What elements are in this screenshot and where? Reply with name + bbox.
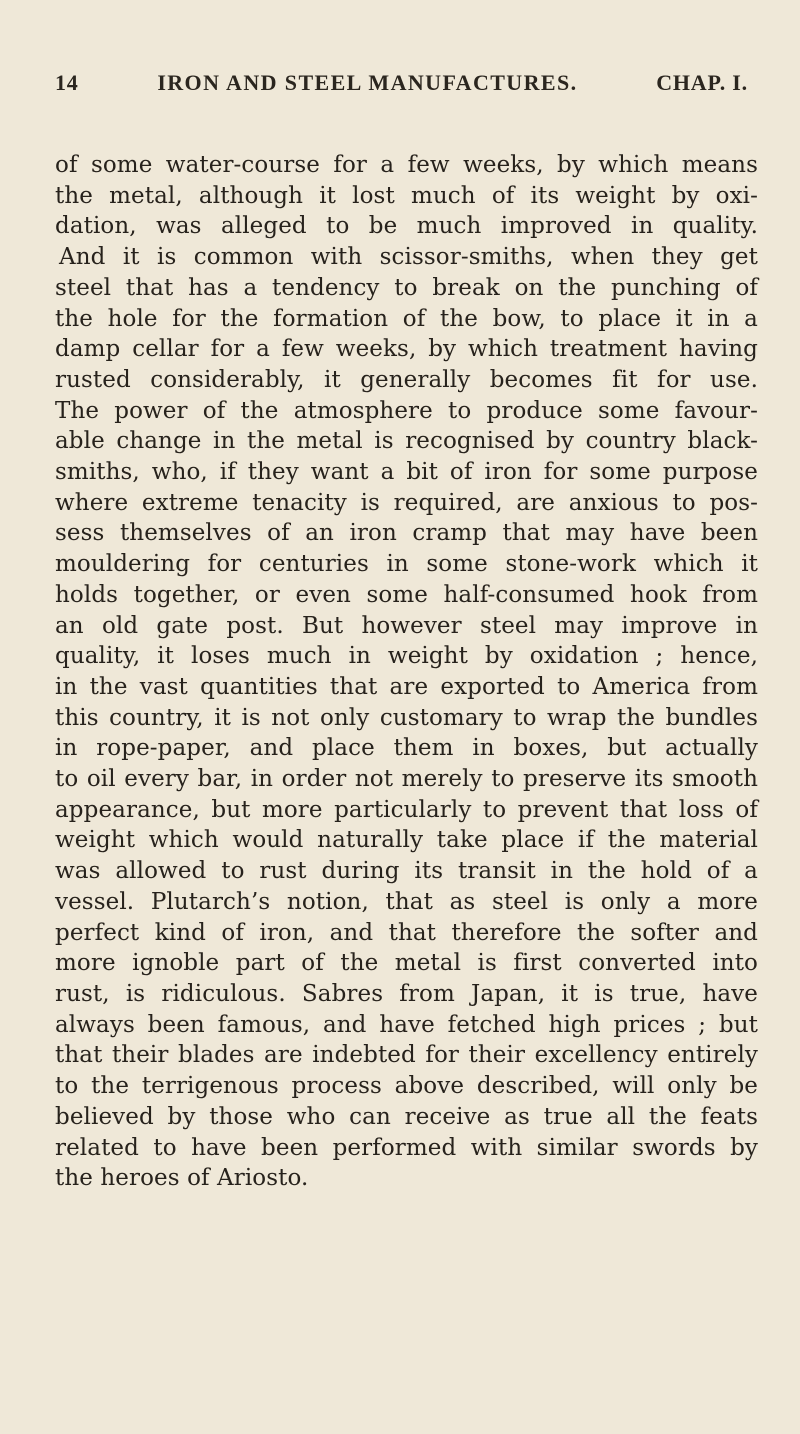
text-line: the hole for the formation of the bow, to place it in a [55,305,758,332]
body-paragraph [55,150,758,1194]
text-line: vessel. Plutarch’s notion, that as steel is only a more [55,888,758,915]
text-line: weight which would naturally take place if the material [55,827,758,854]
text-line: able change in the metal is recognised by country black- [55,428,758,455]
text-line: related to have been performed with similar swords by [55,1134,758,1161]
text-line: dation, was alleged to be much improved in quality. [55,213,758,240]
text-line: of some water-course for a few weeks, by which means [55,152,758,178]
text-line: this country, it is not only customary to wrap the bundles [55,704,758,731]
running-title: IRON AND STEEL MANUFACTURES. [157,70,578,95]
text-line: damp cellar for a few weeks, by which treatment having [55,336,758,363]
text-line: perfect kind of iron, and that therefore the softer and [55,919,758,946]
text-line: always been famous, and have fetched high prices ; but [55,1011,758,1038]
text-line: more ignoble part of the metal is first converted into [55,950,758,977]
text-line: rust, is ridiculous. Sabres from Japan, it is true, have [55,980,758,1007]
text-line: an old gate post. But however steel may improve in [55,612,758,639]
text-line: smiths, who, if they want a bit of iron for some purpose [55,459,758,486]
text-line: sess themselves of an iron cramp that may have been [55,520,758,547]
running-head [55,70,748,110]
text-line: in the vast quantities that are exported to America from [55,673,758,700]
text-line: where extreme tenacity is required, are anxious to pos- [55,489,758,516]
chapter-label: CHAP. I. [656,70,748,95]
text-line: that their blades are indebted for their excellency entirely [55,1042,758,1069]
text-line: to the terrigenous process above described, will only be [55,1073,758,1100]
text-line: mouldering for centuries in some stone-work which it [55,551,758,578]
text-line: holds together, or even some half-consumed hook from [55,581,758,608]
text-line: And it is common with scissor-smiths, when they get [59,244,758,271]
text-line: believed by those who can receive as true all the feats [55,1103,758,1130]
text-line: in rope-paper, and place them in boxes, but actually [55,735,758,762]
text-line: rusted considerably, it generally becomes fit for use. [55,366,758,393]
text-line: appearance, but more particularly to prevent that loss of [55,796,758,823]
text-line: The power of the atmosphere to produce some favour- [55,397,758,424]
text-line: steel that has a tendency to break on the punching of [55,274,758,301]
text-line: the heroes of Ariosto. [55,1165,309,1192]
text-line: the metal, although it lost much of its weight by oxi- [55,182,758,209]
page-number: 14 [55,70,79,95]
text-line: to oil every bar, in order not merely to preserve its smooth [55,766,758,793]
text-line: quality, it loses much in weight by oxidation ; hence, [55,643,758,670]
text-line: was allowed to rust during its transit in the hold of a [55,858,758,885]
